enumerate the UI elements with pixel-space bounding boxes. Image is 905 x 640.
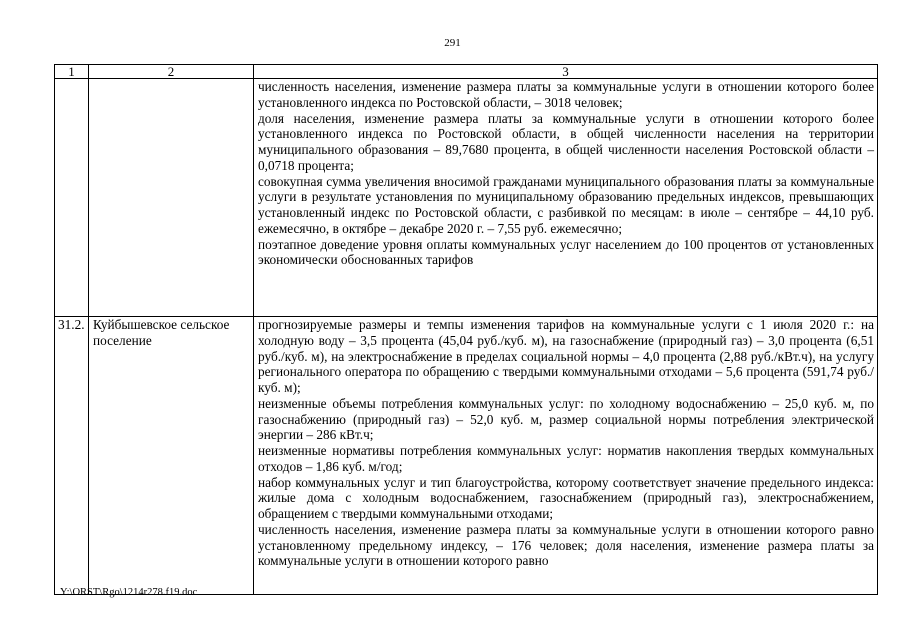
paragraph: численность населения, изменение размера платы за коммунальные услуги в отношении которого равно установленному предельному индексу, – 176 человек; доля населения, изменение размера платы за коммунальные услуги в отношении которого равно <box>258 521 874 569</box>
paragraph: численность населения, изменение размера платы за коммунальные услуги в отношении которого более установленного индекса по Ростовской области, – 3018 человек; <box>258 79 874 110</box>
table-header-row <box>55 65 878 79</box>
paragraph: неизменные нормативы потребления коммунальных услуг: норматив накопления твердых коммунальных отходов – 1,86 куб. м/год; <box>258 443 874 474</box>
paragraph: поэтапное доведение уровня оплаты коммунальных услуг населением до 100 процентов от установленных экономически обоснованных тарифов <box>258 236 874 268</box>
paragraph: набор коммунальных услуг и тип благоустройства, которому соответствует значение предельного индекса: жилые дома с холодным водоснабжением, газоснабжением (природный газ), электроснабжением, обращением с твердыми коммунальными отходами; <box>258 474 874 521</box>
row-number-cell <box>55 79 89 317</box>
row-text-cell <box>254 79 878 317</box>
document-table <box>54 64 878 595</box>
table-row <box>55 79 878 317</box>
paragraph: совокупная сумма увеличения вносимой гражданами муниципального образования платы за коммунальные услуги в результате установления по муниципальному образованию предельных индексов, превышающих установленный индекс по Ростовской области, с разбивкой по месяцам: в июле – сентябре – 44,10 руб. ежемесячно, в октябре – декабре 2020 г. – 7,55 руб. ежемесячно; <box>258 173 874 236</box>
paragraph: доля населения, изменение размера платы за коммунальные услуги в отношении которого более установленного индекса по Ростовской области, в общей численности населения на территории муниципального образования – 89,7680 процента, в общей численности населения Ростовской области – 0,0718 процента; <box>258 110 874 173</box>
table-row <box>55 317 878 595</box>
header-col-1: 1 <box>55 65 89 79</box>
row-name-cell: Куйбышевское сельское поселение <box>89 317 254 595</box>
header-col-3: 3 <box>254 65 878 79</box>
paragraph: неизменные объемы потребления коммунальных услуг: по холодному водоснабжению – 25,0 куб. м, по газоснабжению (природный газ) – 52,0 куб. м, размер социальной нормы потребления электрической энергии – 286 кВт.ч; <box>258 395 874 443</box>
paragraph: прогнозируемые размеры и темпы изменения тарифов на коммунальные услуги с 1 июля 2020 г.: на холодную воду – 3,5 процента (45,04 руб./куб. м), на газоснабжение (природный газ) – 3,0 процента (6,51 руб./куб. м), на электроснабжение в пределах социальной нормы – 4,0 процента (2,88 руб./кВт.ч), на услугу регионального оператора по обращению с твердыми коммунальными отходами – 5,6 процента (591,74 руб./куб. м); <box>258 317 874 395</box>
row-text-cell <box>254 317 878 595</box>
footer-file-path: Y:\ORST\Rgo\1214r278.f19.doc <box>60 587 198 598</box>
row-name-cell <box>89 79 254 317</box>
row-number-cell: 31.2. <box>55 317 89 595</box>
header-col-2: 2 <box>89 65 254 79</box>
page-number: 291 <box>444 37 461 49</box>
